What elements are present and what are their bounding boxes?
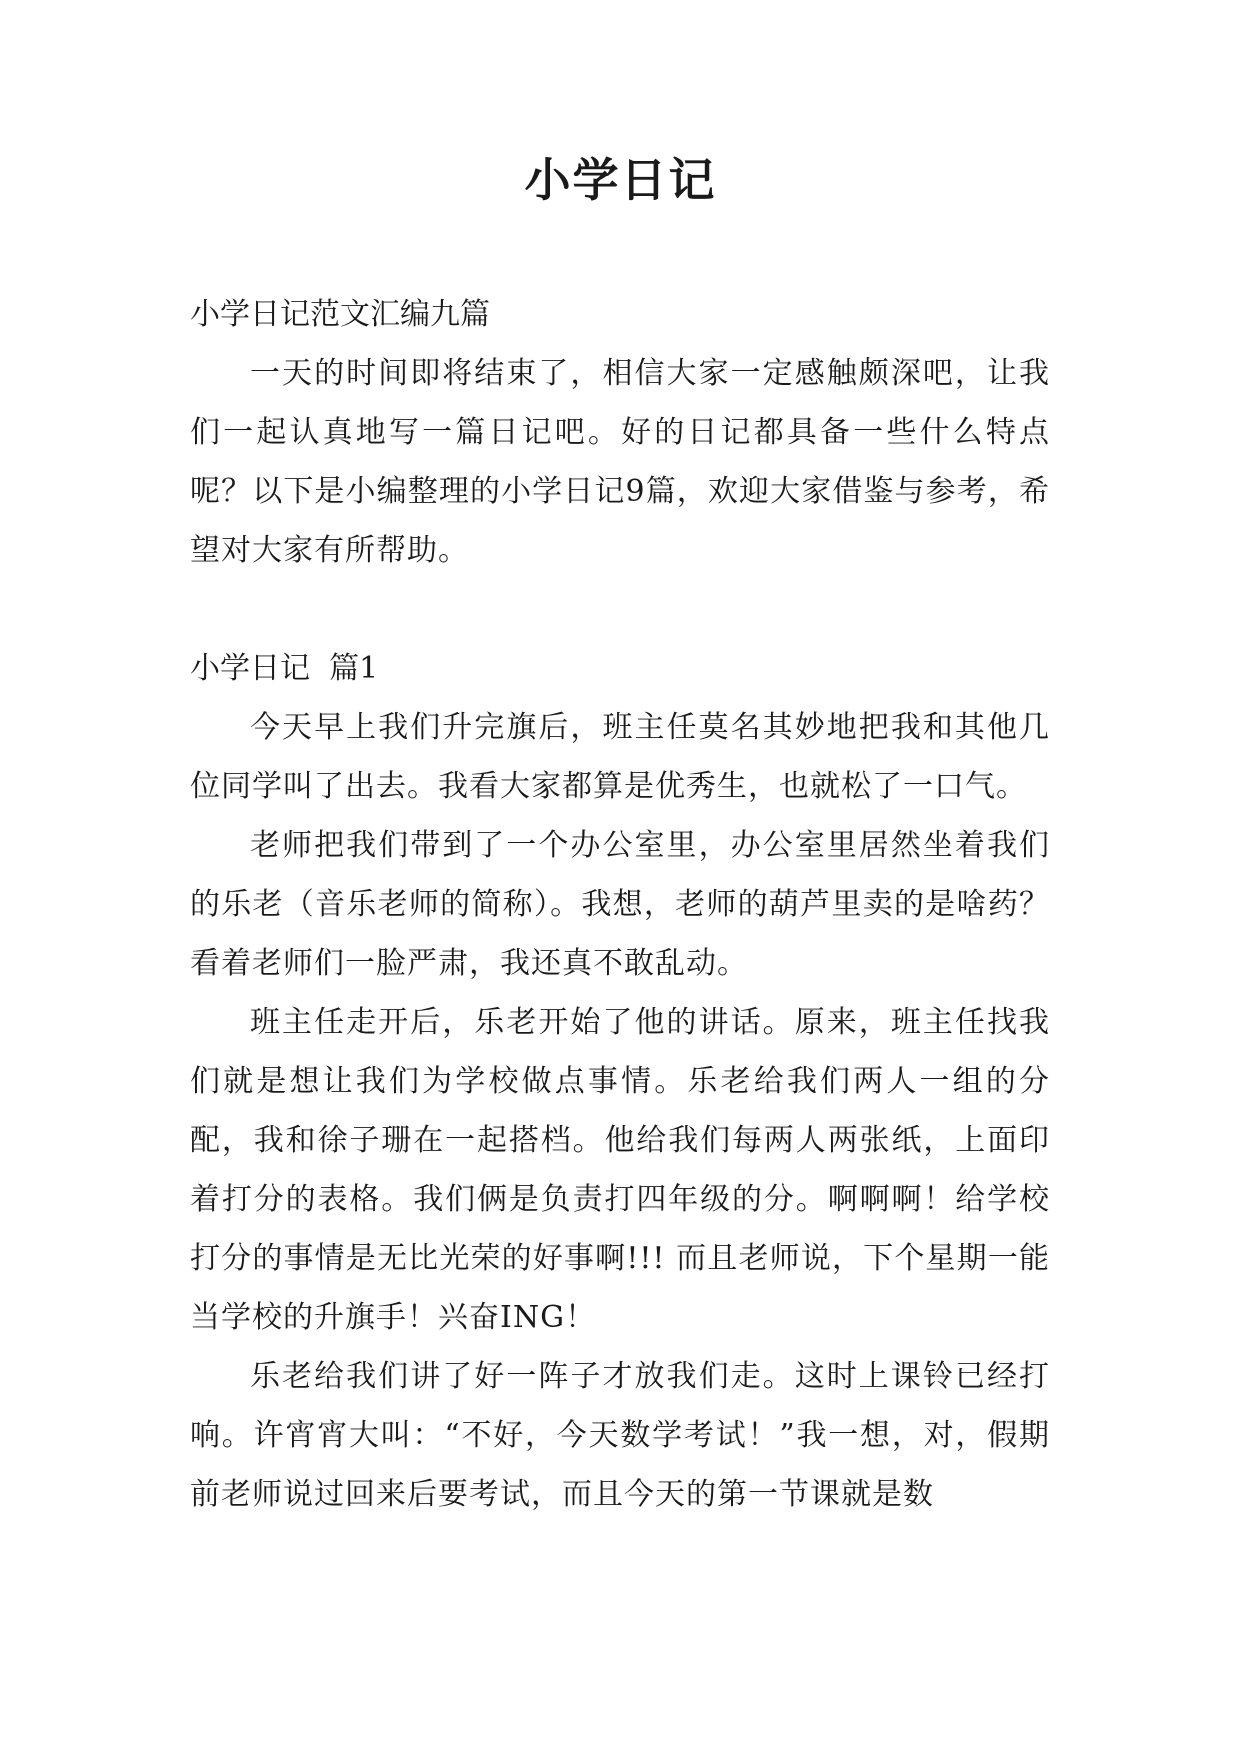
body-paragraph: 班主任走开后，乐老开始了他的讲话。原来，班主任找我们就是想让我们为学校做点事情。乐老给我们两人一组的分配，我和徐子珊在一起搭档。他给我们每两人两张纸，上面印着打分的表格。我们俩是负责打四年级的分。啊啊啊！给学校打分的事情是无比光荣的好事啊!!! 而且老师说，下个星期一能当学校的升旗手！兴奋ING！ <box>190 1005 1050 1335</box>
document-title: 小学日记 <box>524 153 717 207</box>
body-paragraph: 今天早上我们升完旗后，班主任莫名其妙地把我和其他几位同学叫了出去。我看大家都算是优秀生，也就松了一口气。 <box>190 710 1050 804</box>
document-body <box>190 285 1050 1524</box>
intro-paragraph: 一天的时间即将结束了，相信大家一定感触颇深吧，让我们一起认真地写一篇日记吧。好的日记都具备一些什么特点呢？以下是小编整理的小学日记9篇，欢迎大家借鉴与参考，希望对大家有所帮助。 <box>190 356 1050 568</box>
section-spacer <box>190 580 1050 639</box>
document-subtitle: 小学日记范文汇编九篇 <box>190 297 490 332</box>
body-paragraph: 老师把我们带到了一个办公室里，办公室里居然坐着我们的乐老（音乐老师的简称）。我想，老师的葫芦里卖的是啥药？看着老师们一脸严肃，我还真不敢乱动。 <box>190 828 1050 981</box>
section-heading: 小学日记 篇1 <box>190 651 379 686</box>
body-paragraph: 乐老给我们讲了好一阵子才放我们走。这时上课铃已经打响。许宵宵大叫：“不好，今天数学考试！”我一想，对，假期前老师说过回来后要考试，而且今天的第一节课就是数 <box>190 1359 1050 1512</box>
